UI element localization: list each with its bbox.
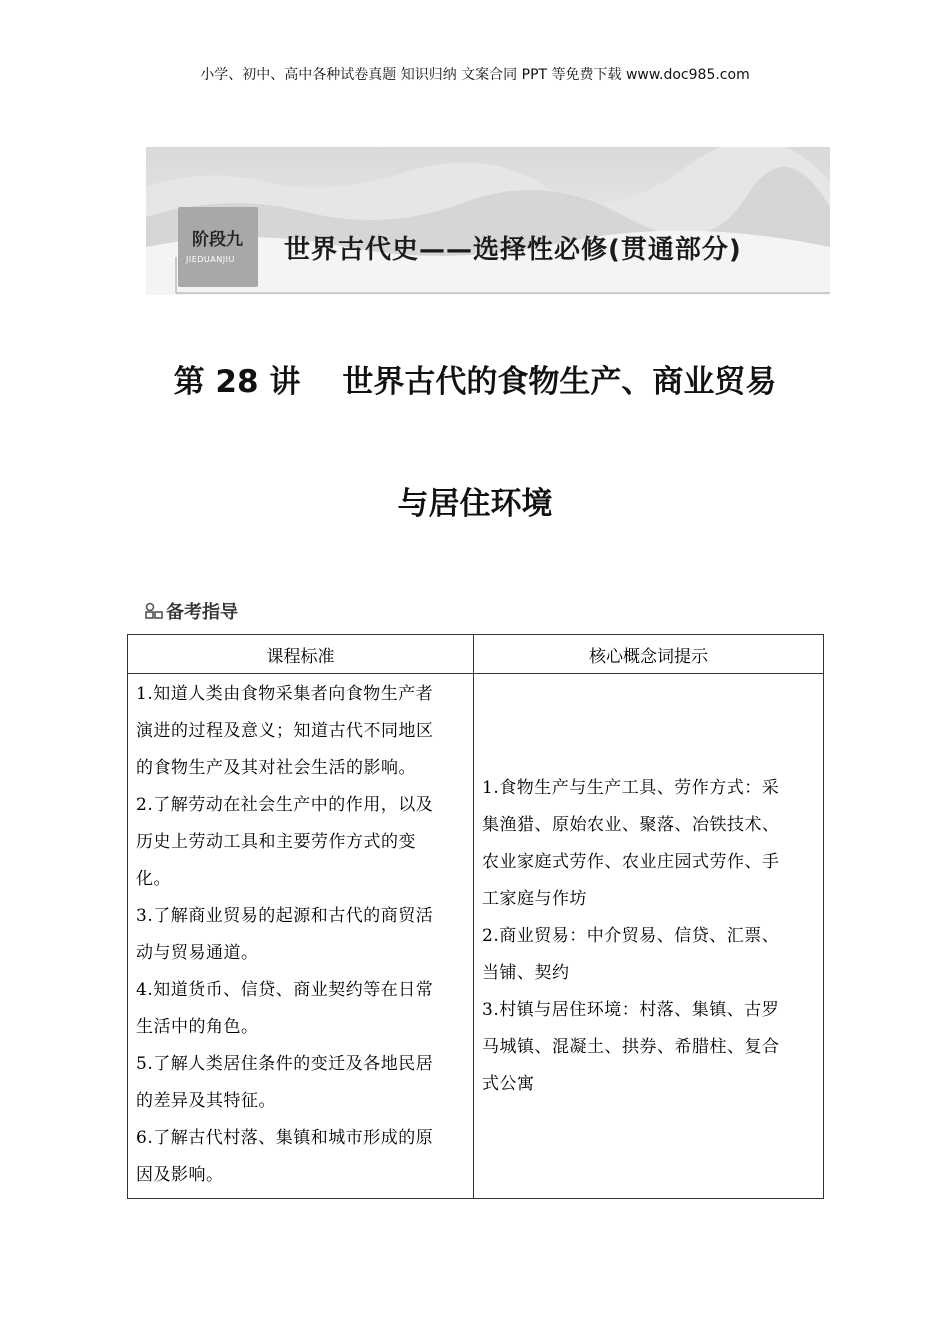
standard-line: 3.了解商业贸易的起源和古代的商贸活 — [136, 906, 434, 926]
chapter-title-line1: 世界古代的食物生产、商业贸易 — [342, 364, 777, 400]
concept-line: 工家庭与作坊 — [482, 888, 587, 909]
stage-title: 世界古代史——选择性必修(贯通部分) — [284, 235, 742, 265]
study-guide-heading — [144, 598, 238, 624]
standard-line: 4.知道货币、信贷、商业契约等在日常 — [136, 980, 434, 1000]
standard-line: 历史上劳动工具和主要劳作方式的变 — [136, 832, 416, 852]
standard-line: 5.了解人类居住条件的变迁及各地民居 — [136, 1054, 434, 1074]
concept-line: 马城镇、混凝土、拱券、希腊柱、复合 — [482, 1036, 780, 1057]
stage-badge — [178, 207, 258, 287]
concept-line: 当铺、契约 — [482, 962, 570, 983]
standard-line: 的食物生产及其对社会生活的影响。 — [136, 758, 416, 778]
concept-line: 式公寓 — [482, 1073, 535, 1094]
standard-line: 动与贸易通道。 — [136, 943, 259, 963]
standard-line: 1.知道人类由食物采集者向食物生产者 — [136, 684, 434, 704]
header-core-concepts: 核心概念词提示 — [474, 635, 824, 674]
chapter-heading — [0, 356, 950, 401]
standard-line: 生活中的角色。 — [136, 1017, 259, 1037]
concept-line: 农业家庭式劳作、农业庄园式劳作、手 — [482, 851, 780, 872]
guide-label: 备考指导 — [166, 602, 238, 623]
standard-line: 化。 — [136, 869, 171, 889]
concept-line: 3.村镇与居住环境：村落、集镇、古罗 — [482, 999, 780, 1020]
concept-line: 1.食物生产与生产工具、劳作方式：采 — [482, 777, 780, 798]
site-header-text: 小学、初中、高中各种试卷真题 知识归纳 文案合同 PPT 等免费下载 www.doc985.com — [200, 67, 750, 83]
standard-line: 演进的过程及意义；知道古代不同地区 — [136, 721, 434, 741]
chapter-title-line2: 与居住环境 — [397, 486, 553, 522]
table-header-row — [128, 635, 824, 674]
concept-line: 2.商业贸易：中介贸易、信贷、汇票、 — [482, 925, 780, 946]
study-guide-table — [127, 634, 824, 1199]
standard-line: 2.了解劳动在社会生产中的作用，以及 — [136, 795, 434, 815]
standard-line: 6.了解古代村落、集镇和城市形成的原 — [136, 1128, 434, 1148]
stage-pinyin: JIEDUANJIU — [186, 255, 235, 264]
stage-label: 阶段九 — [192, 230, 243, 250]
chapter-number: 第 28 讲 — [173, 364, 301, 400]
stage-banner — [146, 147, 830, 295]
concept-line: 集渔猎、原始农业、聚落、冶铁技术、 — [482, 814, 780, 835]
core-concepts-cell — [474, 674, 824, 1199]
standard-line: 的差异及其特征。 — [136, 1091, 276, 1111]
table-row — [128, 674, 824, 1199]
guide-icon — [144, 601, 164, 621]
standard-line: 因及影响。 — [136, 1165, 224, 1185]
header-curriculum-standard: 课程标准 — [128, 635, 474, 674]
curriculum-standard-cell — [128, 674, 474, 1199]
